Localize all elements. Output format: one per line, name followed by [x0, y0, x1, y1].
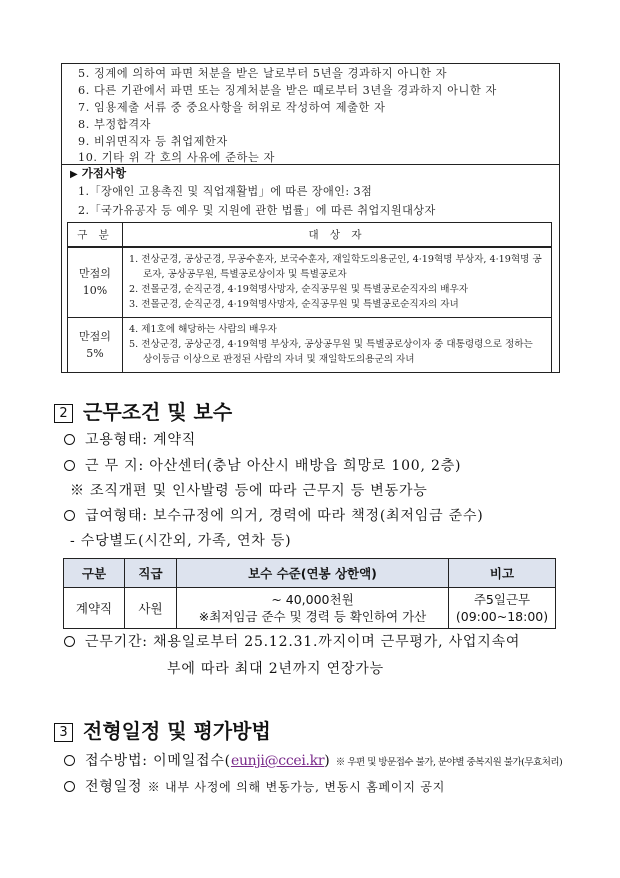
salary-note: ※최저임금 준수 및 경력 등 확인하여 가산 — [198, 609, 427, 624]
disqualification-item: 9. 비위면직자 등 취업제한자 — [78, 135, 228, 148]
section-divider — [62, 164, 559, 165]
category-line: 10% — [82, 284, 108, 298]
section-2-heading — [54, 396, 232, 425]
apply-note: ※ 우편 및 방문접수 불가, 분야별 중복지원 불가(무효처리) — [335, 757, 563, 768]
bonus-category — [68, 317, 123, 372]
header-rank: 직급 — [125, 559, 177, 588]
header-salary: 보수 수준(연봉 상한액) — [177, 559, 449, 588]
bonus-heading-label: 가점사항 — [81, 166, 127, 180]
pay-type-line — [64, 505, 484, 525]
circle-bullet-icon — [64, 510, 75, 521]
header-type: 구분 — [64, 559, 125, 588]
target-item: 5. 전상군경, 공상군경, 4·19혁명 부상자, 공상공무원 및 특별공로상이자 중 대통령령으로 정하는 상이등급 이상으로 판정된 사람의 자녀 및 재일학도의용군의 자녀 — [129, 339, 533, 365]
disqualification-item: 10. 기타 위 각 호의 사유에 준하는 자 — [78, 151, 275, 164]
bonus-targets — [123, 317, 552, 372]
rank-cell: 사원 — [125, 588, 177, 629]
circle-bullet-icon — [64, 636, 75, 647]
salary-amount: ~ 40,000천원 — [271, 592, 354, 607]
category-line: 만점의 — [79, 329, 111, 343]
schedule-note: ※ 내부 사정에 의해 변동가능, 변동시 홈페이지 공지 — [147, 780, 446, 794]
schedule-line — [64, 776, 445, 796]
section-number-box: 2 — [54, 404, 73, 423]
bonus-item: 2.「국가유공자 등 예우 및 지원에 관한 법률」에 따른 취업지원대상자 — [78, 204, 436, 217]
work-period-line — [64, 631, 520, 651]
target-item: 3. 전몰군경, 순직군경, 4·19혁명사망자, 순직공무원 및 특별공로순직자의 자녀 — [129, 299, 459, 311]
header-category: 구 분 — [68, 223, 123, 248]
pay-type-text: 급여형태: 보수규정에 의거, 경력에 따라 책정(최저임금 준수) — [85, 508, 484, 524]
circle-bullet-icon — [64, 434, 75, 445]
apply-method-line — [64, 750, 562, 770]
employment-type-cell: 계약직 — [64, 588, 125, 629]
bonus-table-row — [68, 247, 552, 317]
target-item: 2. 전몰군경, 순직군경, 4·19혁명사망자, 순직공무원 및 특별공로순직자의 배우자 — [129, 284, 469, 296]
disqualification-item: 5. 징계에 의하여 파면 처분을 받은 날로부터 5년을 경과하지 아니한 자 — [78, 67, 448, 80]
schedule-label: 전형일정 — [85, 779, 143, 795]
employment-type-text: 고용형태: 계약직 — [85, 432, 197, 448]
allowance-line: - 수당별도(시간외, 가족, 연차 등) — [70, 533, 292, 549]
bonus-heading — [70, 165, 126, 181]
bonus-category — [68, 247, 123, 317]
bonus-table-row — [68, 317, 552, 372]
disqualification-item: 6. 다른 기관에서 파면 또는 징계처분을 받은 때로부터 3년을 경과하지 아니한 자 — [78, 84, 497, 97]
workplace-note: ※ 조직개편 및 인사발령 등에 따라 근무지 등 변동가능 — [70, 483, 428, 499]
target-item: 4. 제1호에 해당하는 사람의 배우자 — [129, 324, 277, 335]
workplace-line — [64, 455, 461, 475]
employment-type-line — [64, 429, 196, 449]
work-days: 주5일근무 — [473, 592, 531, 607]
disqualification-item: 7. 임용제출 서류 중 중요사항을 허위로 작성하여 제출한 자 — [78, 101, 386, 114]
pay-table-row — [64, 588, 556, 629]
section-title: 전형일정 및 평가방법 — [83, 719, 271, 743]
circle-bullet-icon — [64, 460, 75, 471]
section-number-box: 3 — [54, 723, 73, 742]
apply-method-text: 접수방법: 이메일접수( — [85, 753, 231, 769]
note-cell — [449, 588, 556, 629]
salary-cell — [177, 588, 449, 629]
section-3-heading — [54, 715, 271, 744]
disqualification-item: 8. 부정합격자 — [78, 118, 152, 131]
target-item: 1. 전상군경, 공상군경, 무공수훈자, 보국수훈자, 재일학도의용군인, 4·19혁명 부상자, 4·19혁명 공로자, 공상공무원, 특별공로상이자 및 특별공로자 — [129, 254, 542, 281]
work-period-continuation: 부에 따라 최대 2년까지 연장가능 — [167, 661, 384, 677]
bonus-table — [67, 222, 552, 373]
category-line: 5% — [86, 346, 104, 360]
pay-table-header — [64, 559, 556, 588]
work-period-text: 근무기간: 채용일로부터 25.12.31.까지이며 근무평가, 사업지속여 — [85, 634, 521, 650]
circle-bullet-icon — [64, 755, 75, 766]
category-line: 만점의 — [79, 267, 111, 281]
bonus-item: 1.「장애인 고용촉진 및 직업재활법」에 따른 장애인: 3점 — [78, 185, 373, 198]
header-target: 대 상 자 — [123, 223, 552, 248]
bonus-targets — [123, 247, 552, 317]
email-link[interactable]: eunji@ccei.kr — [230, 753, 325, 769]
work-hours: (09:00~18:00) — [455, 609, 549, 624]
pay-table — [63, 558, 556, 629]
workplace-text: 근 무 지: 아산센터(충남 아산시 배방읍 희망로 100, 2층) — [85, 458, 462, 474]
header-note: 비고 — [449, 559, 556, 588]
circle-bullet-icon — [64, 781, 75, 792]
triangle-right-icon: ▶ — [70, 169, 78, 180]
bonus-table-header — [68, 223, 552, 248]
section-title: 근무조건 및 보수 — [83, 400, 233, 424]
eligibility-box — [61, 63, 560, 373]
apply-close-paren: ) — [324, 753, 331, 769]
